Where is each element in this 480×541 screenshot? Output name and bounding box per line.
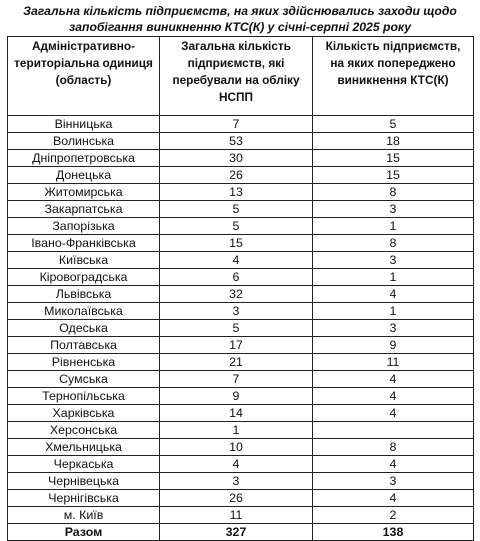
prevented-cell: 15 [313,167,474,184]
region-cell: Запорізька [8,218,160,235]
region-cell: Миколаївська [8,303,160,320]
prevented-cell: 4 [313,490,474,507]
header-total-enterprises [160,37,313,116]
region-cell: Сумська [8,371,160,388]
table-row [8,473,474,490]
region-cell: Кіровоградська [8,269,160,286]
total-cell: 7 [160,116,313,133]
total-cell: 5 [160,201,313,218]
table-row [8,150,474,167]
prevented-cell: 4 [313,286,474,303]
prevented-cell: 8 [313,184,474,201]
total-prevented-cell: 138 [313,524,474,541]
prevented-cell: 1 [313,269,474,286]
prevented-cell: 4 [313,405,474,422]
prevented-cell: 11 [313,354,474,371]
header-total-line: перебували на обліку [172,73,300,87]
region-cell: Тернопільська [8,388,160,405]
header-prevented-line: виникнення КТС(К) [337,73,449,87]
total-label-cell: Разом [8,524,160,541]
region-cell: Полтавська [8,337,160,354]
header-region-line: (область) [55,73,112,87]
total-cell: 53 [160,133,313,150]
table-row [8,116,474,133]
region-cell: Харківська [8,405,160,422]
table-row [8,439,474,456]
total-cell: 32 [160,286,313,303]
header-total-line: підприємств, які [187,56,285,70]
prevented-cell: 3 [313,320,474,337]
total-cell: 4 [160,252,313,269]
total-cell: 26 [160,167,313,184]
region-cell: Івано-Франківська [8,235,160,252]
table-header-row [8,37,474,116]
region-cell: Чернігівська [8,490,160,507]
prevented-cell: 1 [313,303,474,320]
region-cell: Львівська [8,286,160,303]
header-prevented [313,37,474,116]
region-cell: Волинська [8,133,160,150]
total-enterprises-cell: 327 [160,524,313,541]
prevented-cell: 3 [313,252,474,269]
table-row [8,269,474,286]
table-row [8,133,474,150]
prevented-cell: 15 [313,150,474,167]
header-region [8,37,160,116]
total-cell: 13 [160,184,313,201]
table-row [8,235,474,252]
total-cell: 5 [160,218,313,235]
total-cell: 30 [160,150,313,167]
total-cell: 26 [160,490,313,507]
table-row [8,507,474,524]
table-row [8,422,474,439]
table-row [8,371,474,388]
total-cell: 11 [160,507,313,524]
prevented-cell: 18 [313,133,474,150]
region-cell: Хмельницька [8,439,160,456]
header-region-line: територіальна одиниця [14,56,153,70]
total-cell: 5 [160,320,313,337]
region-cell: Черкаська [8,456,160,473]
total-cell: 17 [160,337,313,354]
header-region-line: Адміністративно- [31,39,136,53]
prevented-cell: 8 [313,439,474,456]
total-cell: 1 [160,422,313,439]
table-row [8,167,474,184]
header-total-line: Загальна кількість [181,39,291,53]
table-row [8,490,474,507]
total-cell: 9 [160,388,313,405]
prevented-cell: 4 [313,371,474,388]
table-row [8,218,474,235]
title-line-1: Загальна кількість підприємств, на яких здійснювались заходи щодо [23,4,457,18]
region-cell: Донецька [8,167,160,184]
table-row [8,201,474,218]
region-cell: Закарпатська [8,201,160,218]
table-row [8,354,474,371]
header-total-line: НСПП [219,90,253,104]
prevented-cell: 3 [313,473,474,490]
table-row [8,337,474,354]
total-cell: 15 [160,235,313,252]
total-cell: 14 [160,405,313,422]
region-cell: Одеська [8,320,160,337]
table-row [8,286,474,303]
region-cell: Київська [8,252,160,269]
table-row [8,405,474,422]
total-cell: 4 [160,456,313,473]
region-cell: Вінницька [8,116,160,133]
table-row [8,252,474,269]
table-row [8,303,474,320]
region-cell: Житомирська [8,184,160,201]
prevented-cell: 9 [313,337,474,354]
total-cell: 10 [160,439,313,456]
prevented-cell: 5 [313,116,474,133]
region-cell: Рівненська [8,354,160,371]
region-cell: Херсонська [8,422,160,439]
total-row [8,524,474,541]
report-title [8,3,472,35]
table-row [8,184,474,201]
table-row [8,320,474,337]
total-cell: 21 [160,354,313,371]
prevented-cell: 4 [313,456,474,473]
prevented-cell: 3 [313,201,474,218]
prevented-cell: 2 [313,507,474,524]
enterprises-table [7,36,474,541]
total-cell: 7 [160,371,313,388]
region-cell: Чернівецька [8,473,160,490]
total-cell: 3 [160,473,313,490]
prevented-cell: 4 [313,388,474,405]
table-row [8,456,474,473]
header-prevented-line: Кількість підприємств, [325,39,461,53]
title-line-2: запобігання виникненню КТС(К) у січні-серпні 2025 року [69,20,411,34]
total-cell: 3 [160,303,313,320]
prevented-cell [313,422,474,439]
prevented-cell: 8 [313,235,474,252]
region-cell: м. Київ [8,507,160,524]
total-cell: 6 [160,269,313,286]
region-cell: Дніпропетровська [8,150,160,167]
prevented-cell: 1 [313,218,474,235]
header-prevented-line: на яких попереджено [330,56,456,70]
table-row [8,388,474,405]
